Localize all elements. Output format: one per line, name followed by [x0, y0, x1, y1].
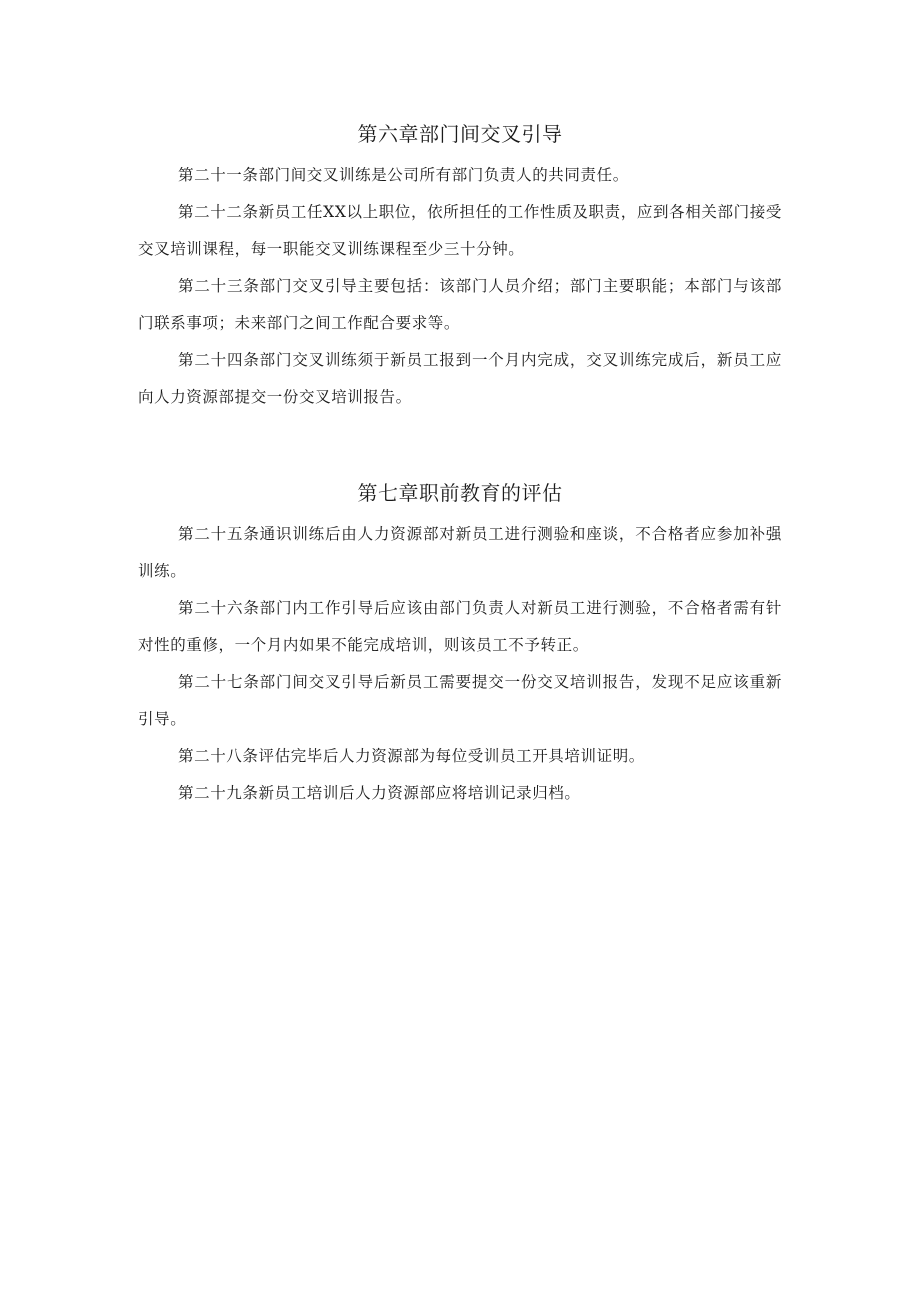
article-23: 第二十三条部门交叉引导主要包括：该部门人员介绍；部门主要职能；本部门与该部门联系事项；未来部门之间工作配合要求等。	[138, 277, 782, 332]
chapter-title: 第七章职前教育的评估	[357, 481, 563, 505]
article-27: 第二十七条部门间交叉引导后新员工需要提交一份交叉培训报告，发现不足应该重新引导。	[138, 673, 782, 728]
article-25: 第二十五条通识训练后由人力资源部对新员工进行测验和座谈，不合格者应参加补强训练。	[138, 525, 782, 580]
chapter-seven	[138, 478, 782, 812]
article-29: 第二十九条新员工培训后人力资源部应将培训记录归档。	[178, 784, 581, 802]
article-21: 第二十一条部门间交叉训练是公司所有部门负责人的共同责任。	[178, 166, 629, 184]
article-28: 第二十八条评估完毕后人力资源部为每位受训员工开具培训证明。	[178, 747, 645, 765]
article-24: 第二十四条部门交叉训练须于新员工报到一个月内完成，交叉训练完成后，新员工应向人力资源部提交一份交叉培训报告。	[138, 351, 782, 406]
article-26: 第二十六条部门内工作引导后应该由部门负责人对新员工进行测验，不合格者需有针对性的重修，一个月内如果不能完成培训，则该员工不予转正。	[138, 599, 782, 654]
chapter-title: 第六章部门间交叉引导	[357, 122, 563, 146]
chapter-six	[138, 119, 782, 416]
article-22: 第二十二条新员工任XX以上职位，依所担任的工作性质及职责，应到各相关部门接受交叉培训课程，每一职能交叉训练课程至少三十分钟。	[138, 203, 782, 258]
